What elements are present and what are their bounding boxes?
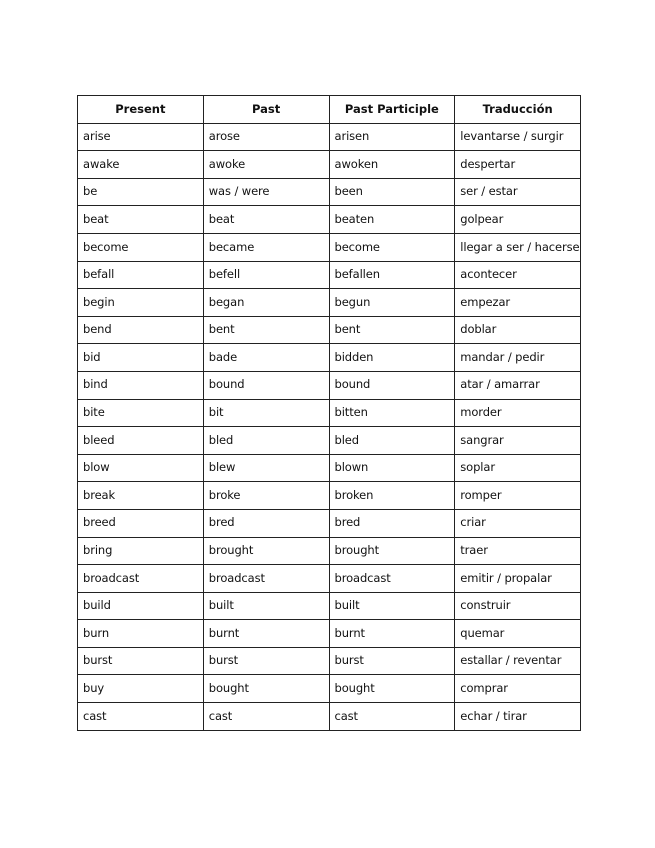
cell-past-participle: broadcast — [329, 565, 455, 593]
cell-present: become — [78, 233, 204, 261]
cell-traduccion: soplar — [455, 454, 581, 482]
cell-present: burn — [78, 620, 204, 648]
header-present: Present — [78, 96, 204, 124]
cell-past: bred — [203, 509, 329, 537]
cell-past-participle: bled — [329, 427, 455, 455]
cell-traduccion: mandar / pedir — [455, 344, 581, 372]
cell-traduccion: emitir / propalar — [455, 565, 581, 593]
header-traduccion: Traducción — [455, 96, 581, 124]
cell-past: was / were — [203, 178, 329, 206]
cell-traduccion: doblar — [455, 316, 581, 344]
cell-past: bent — [203, 316, 329, 344]
table-row — [78, 509, 581, 537]
cell-traduccion: empezar — [455, 289, 581, 317]
cell-past-participle: blown — [329, 454, 455, 482]
cell-traduccion: traer — [455, 537, 581, 565]
cell-present: befall — [78, 261, 204, 289]
cell-present: breed — [78, 509, 204, 537]
cell-traduccion: atar / amarrar — [455, 371, 581, 399]
cell-traduccion: echar / tirar — [455, 703, 581, 731]
table-row — [78, 178, 581, 206]
cell-present: break — [78, 482, 204, 510]
cell-past-participle: broken — [329, 482, 455, 510]
cell-present: bring — [78, 537, 204, 565]
cell-past: broke — [203, 482, 329, 510]
cell-present: beat — [78, 206, 204, 234]
table-row — [78, 620, 581, 648]
cell-past: burnt — [203, 620, 329, 648]
cell-past: began — [203, 289, 329, 317]
cell-present: bid — [78, 344, 204, 372]
table-row — [78, 206, 581, 234]
cell-past: built — [203, 592, 329, 620]
table-row — [78, 703, 581, 731]
cell-traduccion: acontecer — [455, 261, 581, 289]
table-row — [78, 675, 581, 703]
table-row — [78, 537, 581, 565]
table-body — [78, 123, 581, 730]
table-row — [78, 233, 581, 261]
table-row — [78, 123, 581, 151]
cell-present: bind — [78, 371, 204, 399]
cell-past-participle: bitten — [329, 399, 455, 427]
cell-past-participle: brought — [329, 537, 455, 565]
table-row — [78, 371, 581, 399]
cell-past: became — [203, 233, 329, 261]
cell-traduccion: estallar / reventar — [455, 647, 581, 675]
header-past-participle: Past Participle — [329, 96, 455, 124]
table-row — [78, 427, 581, 455]
cell-past: burst — [203, 647, 329, 675]
cell-present: awake — [78, 151, 204, 179]
cell-past-participle: bred — [329, 509, 455, 537]
cell-past: bound — [203, 371, 329, 399]
cell-past-participle: awoken — [329, 151, 455, 179]
cell-present: bend — [78, 316, 204, 344]
cell-present: bite — [78, 399, 204, 427]
table-row — [78, 565, 581, 593]
cell-past: bled — [203, 427, 329, 455]
cell-past-participle: become — [329, 233, 455, 261]
header-past: Past — [203, 96, 329, 124]
cell-past-participle: bidden — [329, 344, 455, 372]
cell-present: broadcast — [78, 565, 204, 593]
cell-past-participle: bought — [329, 675, 455, 703]
table-row — [78, 592, 581, 620]
cell-present: bleed — [78, 427, 204, 455]
cell-past: beat — [203, 206, 329, 234]
table-row — [78, 647, 581, 675]
cell-present: be — [78, 178, 204, 206]
irregular-verbs-table — [77, 95, 581, 731]
table-row — [78, 399, 581, 427]
cell-past-participle: burst — [329, 647, 455, 675]
table-row — [78, 454, 581, 482]
cell-past: arose — [203, 123, 329, 151]
cell-past-participle: beaten — [329, 206, 455, 234]
cell-traduccion: despertar — [455, 151, 581, 179]
cell-present: build — [78, 592, 204, 620]
cell-past-participle: cast — [329, 703, 455, 731]
cell-present: buy — [78, 675, 204, 703]
table-row — [78, 151, 581, 179]
cell-past-participle: arisen — [329, 123, 455, 151]
cell-past-participle: bent — [329, 316, 455, 344]
cell-traduccion: construir — [455, 592, 581, 620]
cell-traduccion: golpear — [455, 206, 581, 234]
cell-present: arise — [78, 123, 204, 151]
table-row — [78, 344, 581, 372]
cell-past: blew — [203, 454, 329, 482]
table-row — [78, 482, 581, 510]
cell-traduccion: ser / estar — [455, 178, 581, 206]
cell-traduccion: sangrar — [455, 427, 581, 455]
cell-past: befell — [203, 261, 329, 289]
table-row — [78, 316, 581, 344]
cell-past: bought — [203, 675, 329, 703]
cell-past: awoke — [203, 151, 329, 179]
table-row — [78, 261, 581, 289]
cell-past-participle: befallen — [329, 261, 455, 289]
cell-traduccion: quemar — [455, 620, 581, 648]
cell-past-participle: been — [329, 178, 455, 206]
table-header — [78, 96, 581, 124]
cell-past: cast — [203, 703, 329, 731]
cell-present: begin — [78, 289, 204, 317]
header-row — [78, 96, 581, 124]
cell-past-participle: burnt — [329, 620, 455, 648]
cell-past: bade — [203, 344, 329, 372]
cell-present: burst — [78, 647, 204, 675]
cell-traduccion: morder — [455, 399, 581, 427]
cell-traduccion: levantarse / surgir — [455, 123, 581, 151]
cell-present: cast — [78, 703, 204, 731]
cell-past: broadcast — [203, 565, 329, 593]
cell-past: brought — [203, 537, 329, 565]
cell-traduccion: romper — [455, 482, 581, 510]
cell-past: bit — [203, 399, 329, 427]
cell-traduccion: llegar a ser / hacerse — [455, 233, 581, 261]
cell-past-participle: built — [329, 592, 455, 620]
cell-past-participle: begun — [329, 289, 455, 317]
cell-traduccion: comprar — [455, 675, 581, 703]
cell-past-participle: bound — [329, 371, 455, 399]
cell-present: blow — [78, 454, 204, 482]
table-row — [78, 289, 581, 317]
cell-traduccion: criar — [455, 509, 581, 537]
